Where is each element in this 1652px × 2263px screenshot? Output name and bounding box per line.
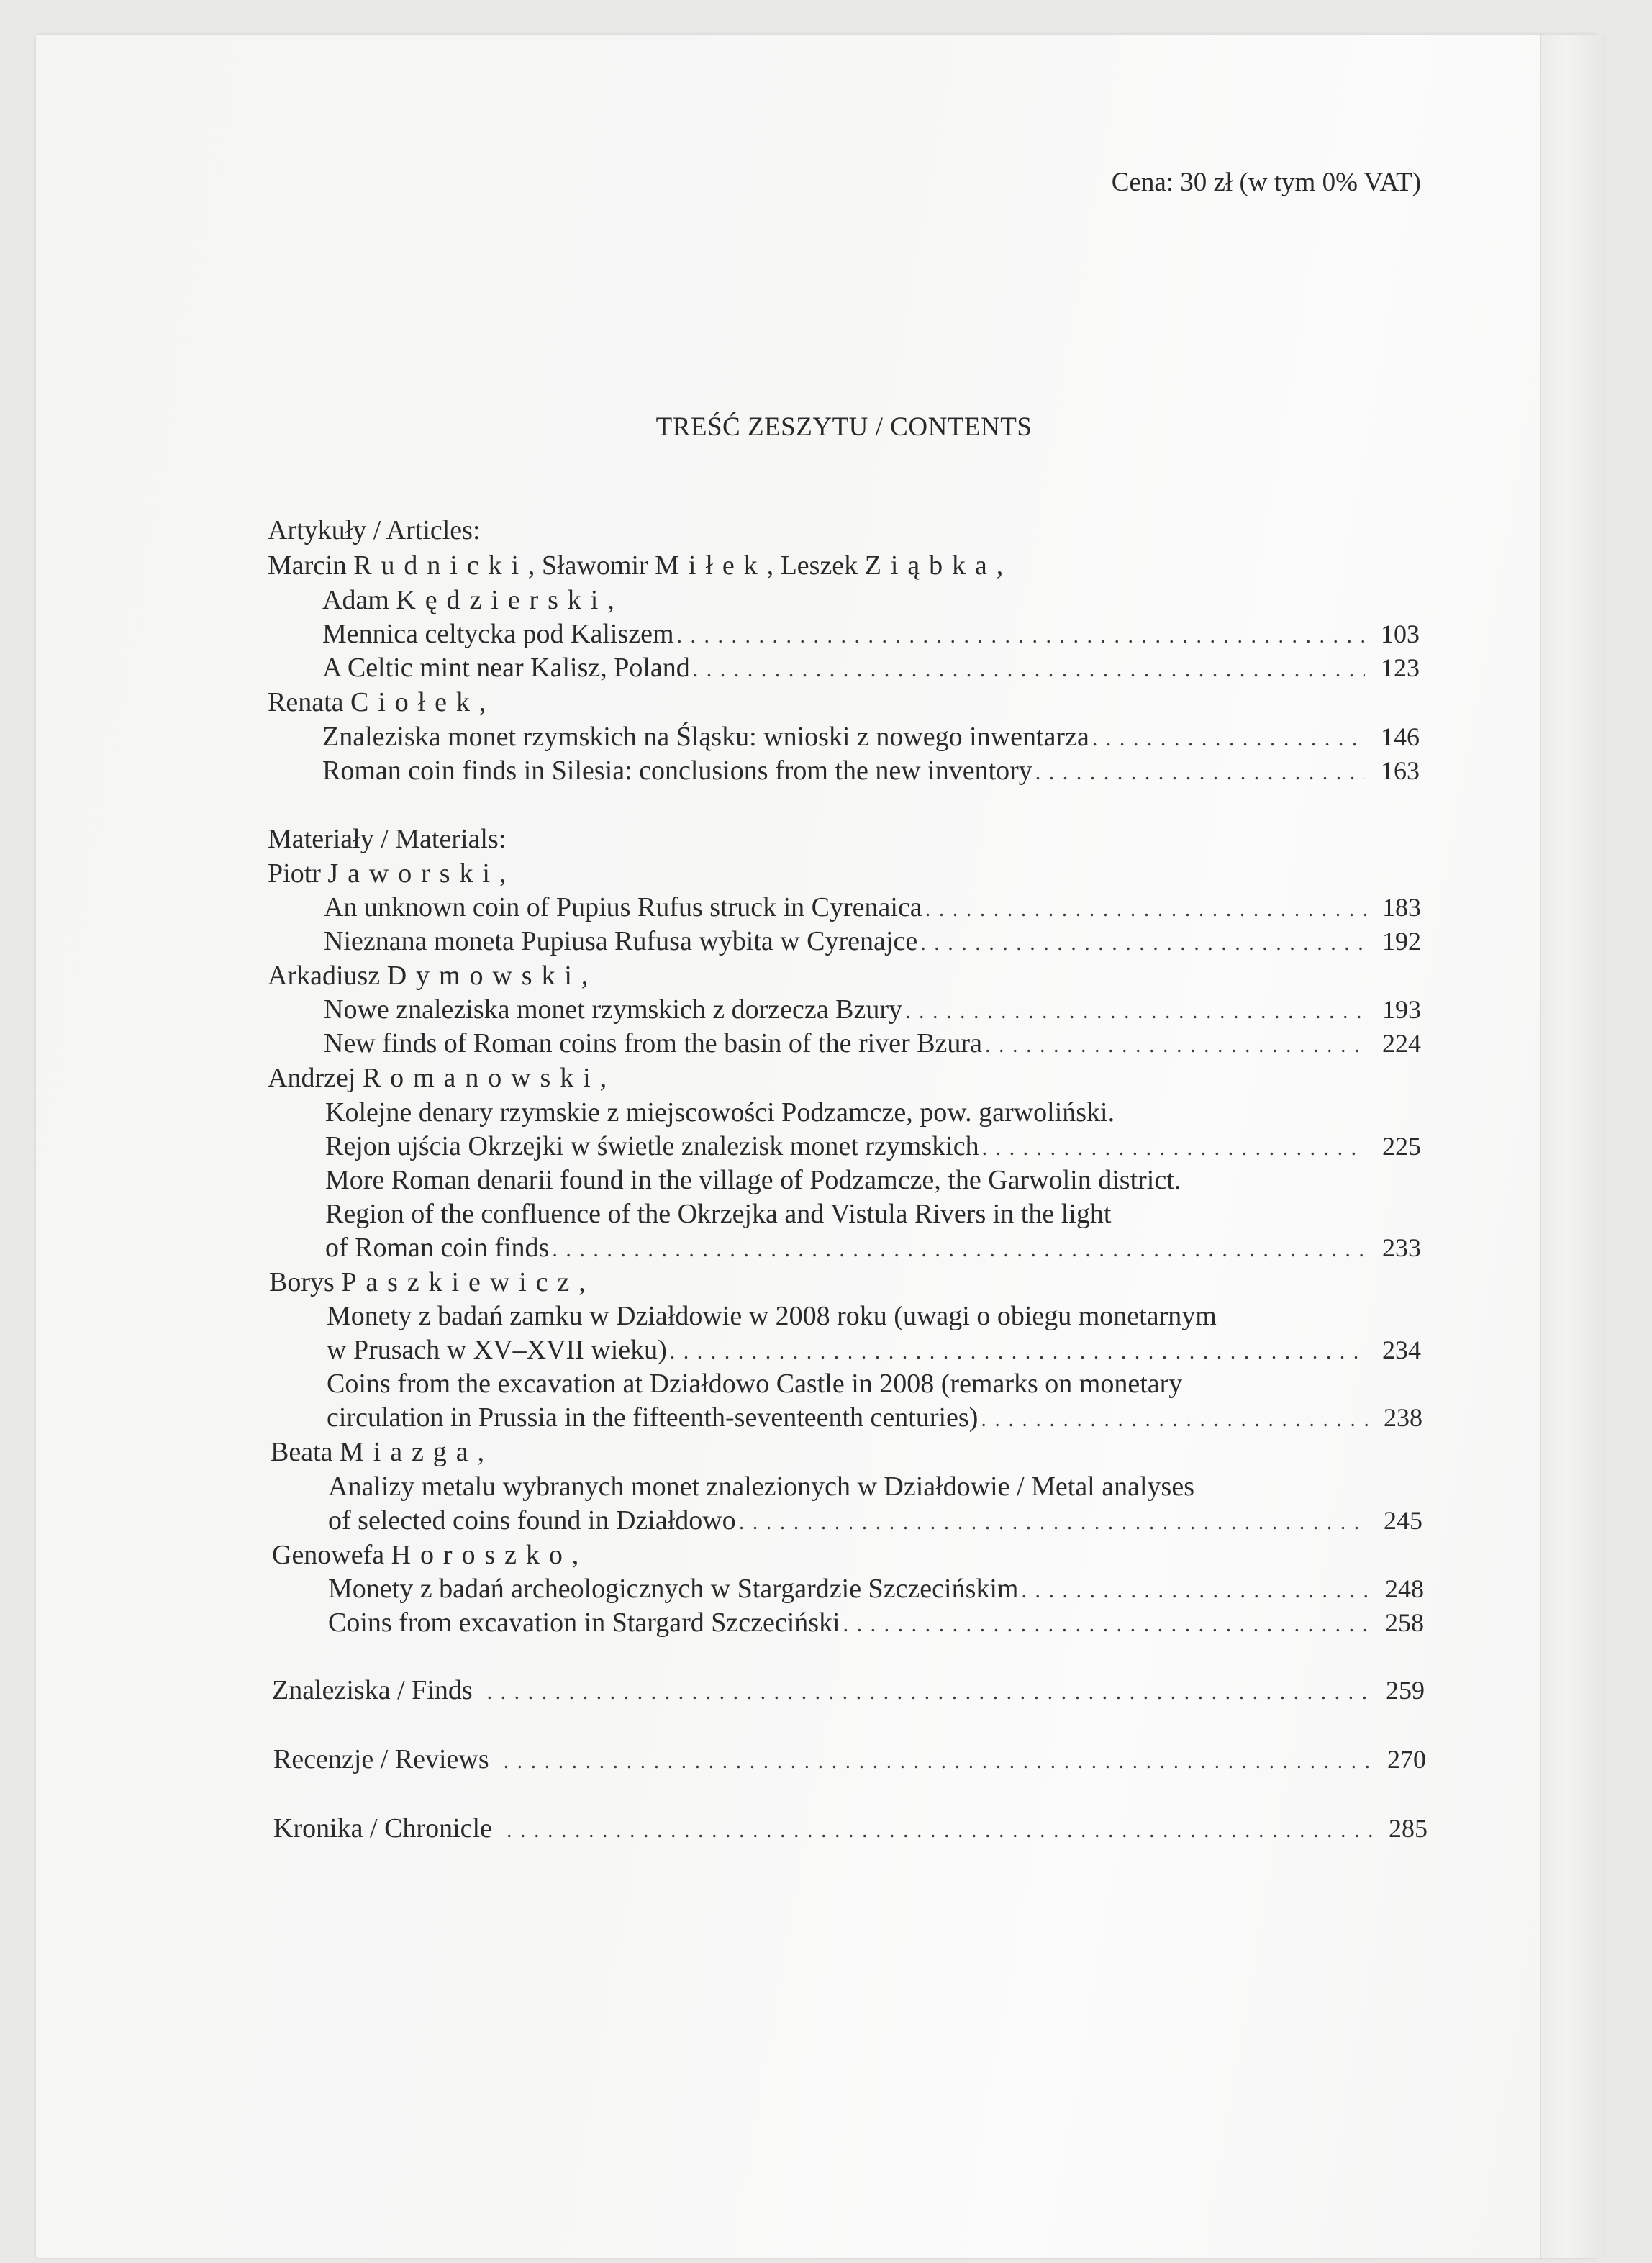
material-3-author: Andrzej Romanowski,: [268, 1063, 607, 1093]
toc-entry: [327, 1404, 1422, 1431]
toc-finds: [272, 1677, 1425, 1704]
entry-title-line: Region of the confluence of the Okrzejka and Vistula Rivers in the light: [325, 1199, 1112, 1229]
toc-entry: [327, 1336, 1421, 1364]
materials-section-label: Materiały / Materials:: [268, 824, 507, 854]
author-first-name: Borys: [269, 1267, 335, 1297]
leader-dots: [739, 1512, 1368, 1533]
author-surname: Horoszko: [391, 1540, 572, 1570]
entry-title: of Roman coin finds: [325, 1233, 550, 1263]
section-title: Recenzje / Reviews: [273, 1744, 489, 1774]
page-number: 224: [1382, 1029, 1421, 1058]
leader-dots: [982, 1138, 1366, 1159]
toc-entry: [324, 1030, 1421, 1057]
leader-dots: [985, 1035, 1366, 1056]
entry-title: Rejon ujścia Okrzejki w świetle znalezisk monet rzymskich: [325, 1131, 979, 1161]
articles-section-label: Artykuły / Articles:: [268, 515, 481, 545]
article-1-authors-line-2: Adam Kędzierski,: [322, 585, 614, 615]
material-2-author: Arkadiusz Dymowski,: [268, 961, 589, 991]
section-title: Znaleziska / Finds: [272, 1675, 473, 1705]
author-surname: Paszkiewicz: [341, 1267, 579, 1297]
toc-entry: [322, 757, 1420, 784]
entry-title: Nieznana moneta Pupiusa Rufusa wybita w Cyrenajce: [324, 926, 918, 956]
entry-title: An unknown coin of Pupius Rufus struck in Cyrenaica: [324, 892, 922, 922]
page-number: 245: [1384, 1506, 1422, 1535]
author-first-name: Renata: [268, 687, 344, 717]
author-first-name: Andrzej: [268, 1063, 356, 1093]
leader-dots: [843, 1614, 1369, 1636]
material-5-author: Beata Miazga,: [271, 1437, 484, 1467]
leader-dots: [920, 933, 1366, 954]
author-first-name: Marcin: [268, 550, 347, 581]
toc-entry: [322, 723, 1420, 750]
leader-dots: [1021, 1580, 1369, 1602]
page-number: 146: [1381, 722, 1420, 751]
author-surname: Ziąbka: [864, 550, 997, 581]
entry-title: of selected coins found in Działdowo: [328, 1505, 736, 1536]
leader-dots: [504, 1751, 1371, 1772]
toc-entry: [325, 1133, 1421, 1160]
leader-dots: [507, 1820, 1373, 1841]
price-label: Cena: 30 zł (w tym 0% VAT): [1111, 168, 1421, 197]
entry-title: Znaleziska monet rzymskich na Śląsku: wnioski z nowego inwentarza: [322, 722, 1089, 752]
page-number: 163: [1381, 756, 1420, 785]
book-spine: [1540, 35, 1606, 2258]
author-first-name: Arkadiusz: [268, 961, 381, 991]
toc-entry: [324, 928, 1421, 955]
entry-title-line: Coins from the excavation at Działdowo Castle in 2008 (remarks on monetary: [327, 1369, 1183, 1399]
entry-title-line: More Roman denarii found in the village of Podzamcze, the Garwolin district.: [325, 1165, 1181, 1195]
toc-entry: [328, 1507, 1422, 1534]
entry-title-line: Monety z badań zamku w Działdowie w 2008 roku (uwagi o obiegu monetarnym: [327, 1301, 1217, 1331]
page-number: 123: [1381, 653, 1420, 682]
leader-dots: [677, 625, 1365, 647]
entry-title: w Prusach w XV–XVII wieku): [327, 1335, 667, 1365]
entry-title: Nowe znaleziska monet rzymskich z dorzecza Bzury: [324, 994, 902, 1025]
page-number: 270: [1387, 1745, 1426, 1774]
page-number: 248: [1385, 1574, 1424, 1603]
author-first-name: Leszek: [780, 550, 858, 581]
page-number: 258: [1385, 1608, 1424, 1637]
entry-title: circulation in Prussia in the fifteenth-seventeenth centuries): [327, 1402, 979, 1433]
entry-title: Roman coin finds in Silesia: conclusions from the new inventory: [322, 756, 1032, 786]
toc-reviews: [273, 1746, 1426, 1773]
material-1-author: Piotr Jaworski,: [268, 858, 507, 889]
author-surname: Romanowski: [362, 1063, 600, 1093]
entry-title: Monety z badań archeologicznych w Stargardzie Szczecińskim: [328, 1574, 1019, 1604]
section-title: Kronika / Chronicle: [273, 1813, 492, 1843]
material-4-author: Borys Paszkiewicz,: [269, 1267, 586, 1297]
author-surname: Rudnicki: [353, 550, 528, 581]
entry-title-line: Analizy metalu wybranych monet znalezionych w Działdowie / Metal analyses: [328, 1471, 1194, 1502]
material-6-author: Genowefa Horoszko,: [272, 1540, 579, 1570]
leader-dots: [693, 659, 1365, 681]
toc-entry: [324, 894, 1421, 921]
entry-title-line: Kolejne denary rzymskie z miejscowości Podzamcze, pow. garwoliński.: [325, 1097, 1115, 1128]
author-first-name: Beata: [271, 1437, 333, 1467]
page-number: 225: [1382, 1132, 1421, 1161]
toc-entry: [325, 1234, 1421, 1261]
author-surname: Miłek: [655, 550, 767, 581]
leader-dots: [981, 1409, 1368, 1430]
article-2-author: Renata Ciołek,: [268, 687, 486, 717]
leader-dots: [905, 1001, 1366, 1022]
toc-entry: [324, 996, 1421, 1023]
author-surname: Kędzierski: [396, 585, 608, 615]
author-surname: Miazga: [340, 1437, 478, 1467]
leader-dots: [925, 899, 1366, 920]
leader-dots: [670, 1341, 1366, 1363]
toc-entry: [328, 1575, 1424, 1602]
page-number: 192: [1382, 927, 1421, 956]
page-number: 103: [1381, 620, 1420, 648]
leader-dots: [487, 1682, 1370, 1703]
entry-title: New finds of Roman coins from the basin of the river Bzura: [324, 1028, 982, 1058]
page-number: 183: [1382, 893, 1421, 922]
page-number: 259: [1386, 1676, 1425, 1705]
entry-title: A Celtic mint near Kalisz, Poland: [322, 653, 690, 683]
page-number: 285: [1389, 1814, 1428, 1843]
entry-title: Mennica celtycka pod Kaliszem: [322, 619, 674, 649]
author-first-name: Genowefa: [272, 1540, 385, 1570]
author-first-name: Sławomir: [541, 550, 648, 581]
leader-dots: [552, 1239, 1366, 1261]
author-surname: Dymowski: [386, 961, 581, 991]
leader-dots: [1092, 728, 1365, 750]
article-1-authors-line-1: Marcin Rudnicki, Sławomir Miłek, Leszek Ziąbka,: [268, 550, 1004, 581]
page-number: 233: [1382, 1233, 1421, 1262]
toc-entry: [328, 1609, 1424, 1636]
page-number: 193: [1382, 995, 1421, 1024]
author-surname: Ciołek: [350, 687, 479, 717]
author-first-name: Adam: [322, 585, 389, 615]
author-first-name: Piotr: [268, 858, 321, 889]
toc-chronicle: [273, 1815, 1428, 1842]
toc-entry: [322, 654, 1420, 681]
entry-title: Coins from excavation in Stargard Szczeciński: [328, 1607, 840, 1638]
page-number: 238: [1384, 1403, 1422, 1432]
author-surname: Jaworski: [327, 858, 499, 889]
leader-dots: [1035, 762, 1365, 784]
contents-heading: TREŚĆ ZESZYTU / CONTENTS: [655, 412, 1032, 442]
toc-entry: [322, 620, 1420, 648]
page-number: 234: [1382, 1335, 1421, 1364]
